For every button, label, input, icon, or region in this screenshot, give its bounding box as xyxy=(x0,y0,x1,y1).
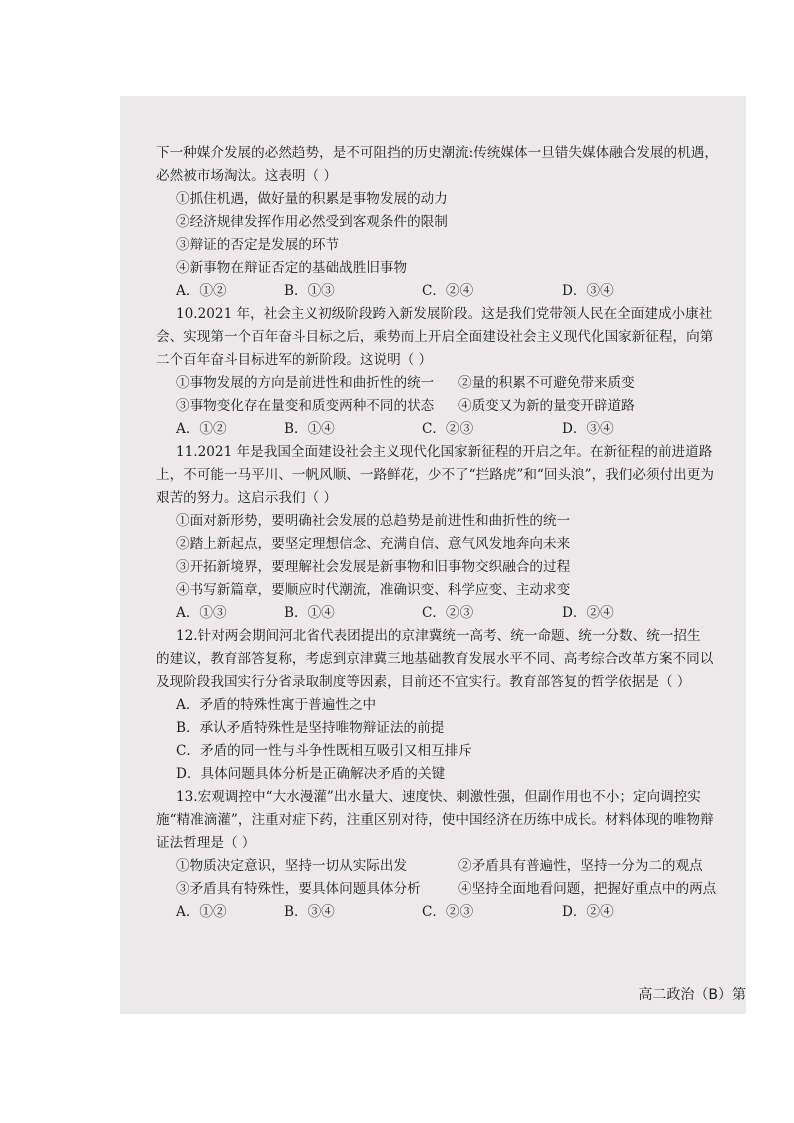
option-d: D．③④ xyxy=(562,421,614,437)
option-d: D．②④ xyxy=(562,605,614,621)
option-a: A．①② xyxy=(176,283,227,299)
question-stem-line: 11.2021 年是我国全面建设社会主义现代化国家新征程的开启之年。在新征程的前进道路 xyxy=(176,444,713,460)
statement-pair xyxy=(156,855,736,878)
question-stem-line: 上，不可能一马平川、一帆风顺、一路鲜花，少不了“拦路虎”和“回头浪”，我们必须付出更为 xyxy=(156,467,714,483)
option-b: B．①③ xyxy=(284,283,335,299)
question-9 xyxy=(156,142,736,303)
option-c: C．矛盾的同一性与斗争性既相互吸引又相互排斥 xyxy=(176,743,472,759)
question-stem-line: 艰苦的努力。这启示我们（ ） xyxy=(156,490,338,506)
option-b: B．承认矛盾特殊性是坚持唯物辩证法的前提 xyxy=(176,720,445,736)
question-10 xyxy=(156,303,736,441)
question-stem-line: 下一种媒介发展的必然趋势，是不可阻挡的历史潮流:传统媒体一旦错失媒体融合发展的机遇， xyxy=(156,145,718,161)
statement-item: ②矛盾具有普遍性，坚持一分为二的观点 xyxy=(458,858,703,874)
statement-item: ④质变又为新的量变开辟道路 xyxy=(458,398,635,414)
question-stem-line: 10.2021 年，社会主义初级阶段跨入新发展阶段。这是我们党带领人民在全面建成小康社 xyxy=(176,306,713,322)
statement-pair xyxy=(156,372,736,395)
option-c: C．②④ xyxy=(422,283,474,299)
question-13 xyxy=(156,786,736,924)
option-b: B．①④ xyxy=(284,421,335,437)
statement-item: ①面对新形势，要明确社会发展的总趋势是前进性和曲折性的统一 xyxy=(176,513,571,529)
statement-item: ②经济规律发挥作用必然受到客观条件的限制 xyxy=(176,214,448,230)
statement-pair xyxy=(156,878,736,901)
option-c: C．②③ xyxy=(422,421,474,437)
option-c: C．②③ xyxy=(422,904,474,920)
statement-item: ④新事物在辩证否定的基础战胜旧事物 xyxy=(176,260,408,276)
option-a: A．①② xyxy=(176,904,227,920)
statement-item: ①物质决定意识，坚持一切从实际出发 xyxy=(176,858,408,874)
answer-options xyxy=(156,280,736,303)
answer-options xyxy=(156,602,736,625)
option-d: D．②④ xyxy=(562,904,614,920)
option-a: A．矛盾的特殊性寓于普遍性之中 xyxy=(176,697,377,713)
statement-item: ④书写新篇章，要顺应时代潮流，准确识变、科学应变、主动求变 xyxy=(176,582,571,598)
statement-item: ③开拓新境界，要理解社会发展是新事物和旧事物交织融合的过程 xyxy=(176,559,571,575)
answer-options xyxy=(156,418,736,441)
exam-content xyxy=(156,142,736,924)
question-stem-line: 的建议，教育部答复称，考虑到京津冀三地基础教育发展水平不同、高考综合改革方案不同以 xyxy=(156,651,714,667)
statement-item: ①抓住机遇，做好量的积累是事物发展的动力 xyxy=(176,191,448,207)
question-stem-line: 13.宏观调控中“大水漫灌”出水量大、速度快、刺激性强，但副作用也不小；定向调控实 xyxy=(176,789,701,805)
option-b: B．①④ xyxy=(284,605,335,621)
option-c: C．②③ xyxy=(422,605,474,621)
scanned-page xyxy=(120,96,746,1014)
question-stem-line: 施“精准滴灌”，注重对症下药，注重区别对待，使中国经济在历练中成长。材料体现的唯物辩 xyxy=(156,812,714,828)
question-stem-line: 必然被市场淘汰。这表明（ ） xyxy=(156,168,338,184)
statement-item: ②量的积累不可避免带来质变 xyxy=(458,375,635,391)
option-d: D．具体问题具体分析是正确解决矛盾的关键 xyxy=(176,766,446,782)
statement-item: ④坚持全面地看问题，把握好重点中的两点 xyxy=(458,881,717,897)
option-a: A．①② xyxy=(176,421,227,437)
statement-item: ③矛盾具有特殊性，要具体问题具体分析 xyxy=(176,881,421,897)
question-stem-line: 会、实现第一个百年奋斗目标之后，乘势而上开启全面建设社会主义现代化国家新征程，向第 xyxy=(156,329,714,345)
question-stem-line: 及现阶段我国实行分省录取制度等因素，目前还不宜实行。教育部答复的哲学依据是（ ） xyxy=(156,674,691,690)
question-11 xyxy=(156,441,736,625)
page-footer: 高二政治（B）第 xyxy=(638,987,746,1003)
question-12 xyxy=(156,625,736,786)
statement-item: ③事物变化存在量变和质变两种不同的状态 xyxy=(176,398,435,414)
question-stem-line: 证法哲理是（ ） xyxy=(156,835,256,851)
statement-item: ②踏上新起点，要坚定理想信念、充满自信、意气风发地奔向未来 xyxy=(176,536,571,552)
question-stem-line: 二个百年奋斗目标进军的新阶段。这说明（ ） xyxy=(156,352,433,368)
question-stem-line: 12.针对两会期间河北省代表团提出的京津冀统一高考、统一命题、统一分数、统一招生 xyxy=(176,628,701,644)
statement-item: ③辩证的否定是发展的环节 xyxy=(176,237,340,253)
answer-options xyxy=(156,901,736,924)
option-a: A．①③ xyxy=(176,605,227,621)
option-d: D．③④ xyxy=(562,283,614,299)
option-b: B．③④ xyxy=(284,904,335,920)
statement-pair xyxy=(156,395,736,418)
statement-item: ①事物发展的方向是前进性和曲折性的统一 xyxy=(176,375,435,391)
